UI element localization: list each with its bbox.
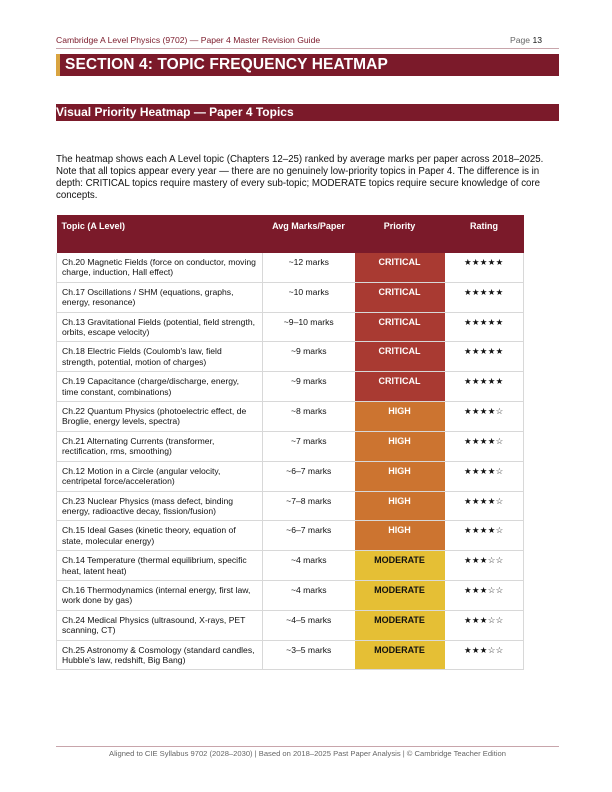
avg-marks-cell: ~4–5 marks: [263, 610, 355, 640]
table-row: [57, 580, 524, 610]
table-row: [57, 312, 524, 342]
topic-cell: Ch.13 Gravitational Fields (potential, field strength, orbits, escape velocity): [57, 312, 263, 342]
page-label: Page: [509, 35, 531, 45]
avg-marks-cell: ~7–8 marks: [263, 491, 355, 521]
star-rating: ★★★★★: [445, 342, 524, 372]
avg-marks-cell: ~6–7 marks: [263, 461, 355, 491]
section-heading-bar: [56, 54, 559, 76]
topic-cell: Ch.21 Alternating Currents (transformer, rectification, rms, smoothing): [57, 431, 263, 461]
avg-marks-cell: ~4 marks: [263, 551, 355, 581]
priority-badge: HIGH: [355, 461, 445, 491]
avg-marks-cell: ~6–7 marks: [263, 521, 355, 551]
star-rating: ★★★★☆: [445, 461, 524, 491]
topic-cell: Ch.17 Oscillations / SHM (equations, graphs, energy, resonance): [57, 282, 263, 312]
guide-title: Cambridge A Level Physics (9702) — Paper 4 Master Revision Guide: [56, 35, 321, 45]
star-rating: ★★★☆☆: [445, 610, 524, 640]
topic-cell: Ch.15 Ideal Gases (kinetic theory, equation of state, molecular energy): [57, 521, 263, 551]
avg-marks-cell: ~9 marks: [263, 372, 355, 402]
avg-marks-cell: ~7 marks: [263, 431, 355, 461]
table-row: [57, 342, 524, 372]
topic-cell: Ch.16 Thermodynamics (internal energy, first law, work done by gas): [57, 580, 263, 610]
table-row: [57, 640, 524, 670]
table-row: [57, 402, 524, 432]
star-rating: ★★★★☆: [445, 521, 524, 551]
topic-cell: Ch.25 Astronomy & Cosmology (standard candles, Hubble's law, redshift, Big Bang): [57, 640, 263, 670]
section-accent-stripe: [56, 54, 60, 76]
table-header-row: [57, 215, 524, 253]
star-rating: ★★★★☆: [445, 402, 524, 432]
priority-badge: HIGH: [355, 491, 445, 521]
topic-cell: Ch.14 Temperature (thermal equilibrium, specific heat, latent heat): [57, 551, 263, 581]
priority-badge: MODERATE: [355, 640, 445, 670]
priority-badge: HIGH: [355, 402, 445, 432]
star-rating: ★★★★★: [445, 372, 524, 402]
star-rating: ★★★★☆: [445, 491, 524, 521]
star-rating: ★★★☆☆: [445, 551, 524, 581]
priority-badge: CRITICAL: [355, 372, 445, 402]
topic-cell: Ch.23 Nuclear Physics (mass defect, binding energy, radioactive decay, fission/fusion): [57, 491, 263, 521]
priority-badge: HIGH: [355, 521, 445, 551]
avg-marks-cell: ~9–10 marks: [263, 312, 355, 342]
star-rating: ★★★☆☆: [445, 580, 524, 610]
star-rating: ★★★☆☆: [445, 640, 524, 670]
column-header-rating: Rating: [445, 215, 524, 253]
topic-cell: Ch.24 Medical Physics (ultrasound, X-rays, PET scanning, CT): [57, 610, 263, 640]
column-header-topic: Topic (A Level): [57, 215, 263, 253]
priority-badge: MODERATE: [355, 580, 445, 610]
avg-marks-cell: ~4 marks: [263, 580, 355, 610]
priority-badge: MODERATE: [355, 610, 445, 640]
priority-badge: MODERATE: [355, 551, 445, 581]
table-row: [57, 461, 524, 491]
table-row: [57, 253, 524, 282]
star-rating: ★★★★☆: [445, 431, 524, 461]
avg-marks-cell: ~3–5 marks: [263, 640, 355, 670]
page-header: [56, 35, 542, 49]
table-row: [57, 282, 524, 312]
priority-badge: CRITICAL: [355, 342, 445, 372]
page-footer: Aligned to CIE Syllabus 9702 (2028–2030) | Based on 2018–2025 Past Paper Analysis | © Cambridge Teacher Edition: [109, 749, 506, 758]
table-row: [57, 610, 524, 640]
avg-marks-cell: ~12 marks: [263, 253, 355, 282]
page-number: 13: [532, 35, 542, 45]
avg-marks-cell: ~10 marks: [263, 282, 355, 312]
column-header-avg-marks: Avg Marks/Paper: [263, 215, 355, 253]
table-row: [57, 551, 524, 581]
topic-cell: Ch.20 Magnetic Fields (force on conductor, moving charge, induction, Hall effect): [57, 253, 263, 282]
table-body: [57, 253, 524, 670]
topic-cell: Ch.22 Quantum Physics (photoelectric effect, de Broglie, energy levels, spectra): [57, 402, 263, 432]
table-row: [57, 491, 524, 521]
column-header-priority: Priority: [355, 215, 445, 253]
heatmap-table: [56, 215, 524, 670]
topic-cell: Ch.18 Electric Fields (Coulomb's law, field strength, potential, motion of charges): [57, 342, 263, 372]
topic-cell: Ch.12 Motion in a Circle (angular velocity, centripetal force/acceleration): [57, 461, 263, 491]
star-rating: ★★★★★: [445, 312, 524, 342]
priority-badge: CRITICAL: [355, 312, 445, 342]
avg-marks-cell: ~8 marks: [263, 402, 355, 432]
intro-paragraph: The heatmap shows each A Level topic (Chapters 12–25) ranked by average marks per paper across 2018–2025. Note that all topics appear every year — there are no genuinely low-priority topics in Paper 4. The difference is in depth: CRITICAL topics require mastery of every sub-topic; MODERATE topics require secure knowledge of core concepts.: [56, 153, 544, 201]
star-rating: ★★★★★: [445, 253, 524, 282]
section-title: SECTION 4: TOPIC FREQUENCY HEATMAP: [65, 56, 388, 73]
subsection-heading-bar: [56, 104, 559, 121]
table-row: [57, 372, 524, 402]
page-indicator: [510, 35, 542, 45]
table-row: [57, 431, 524, 461]
avg-marks-cell: ~9 marks: [263, 342, 355, 372]
subsection-title: Visual Priority Heatmap — Paper 4 Topics: [56, 105, 294, 119]
star-rating: ★★★★★: [445, 282, 524, 312]
priority-badge: CRITICAL: [355, 282, 445, 312]
footer-divider: [56, 746, 559, 747]
topic-cell: Ch.19 Capacitance (charge/discharge, energy, time constant, combinations): [57, 372, 263, 402]
header-divider: [56, 48, 559, 49]
priority-badge: CRITICAL: [355, 253, 445, 282]
table-row: [57, 521, 524, 551]
priority-badge: HIGH: [355, 431, 445, 461]
